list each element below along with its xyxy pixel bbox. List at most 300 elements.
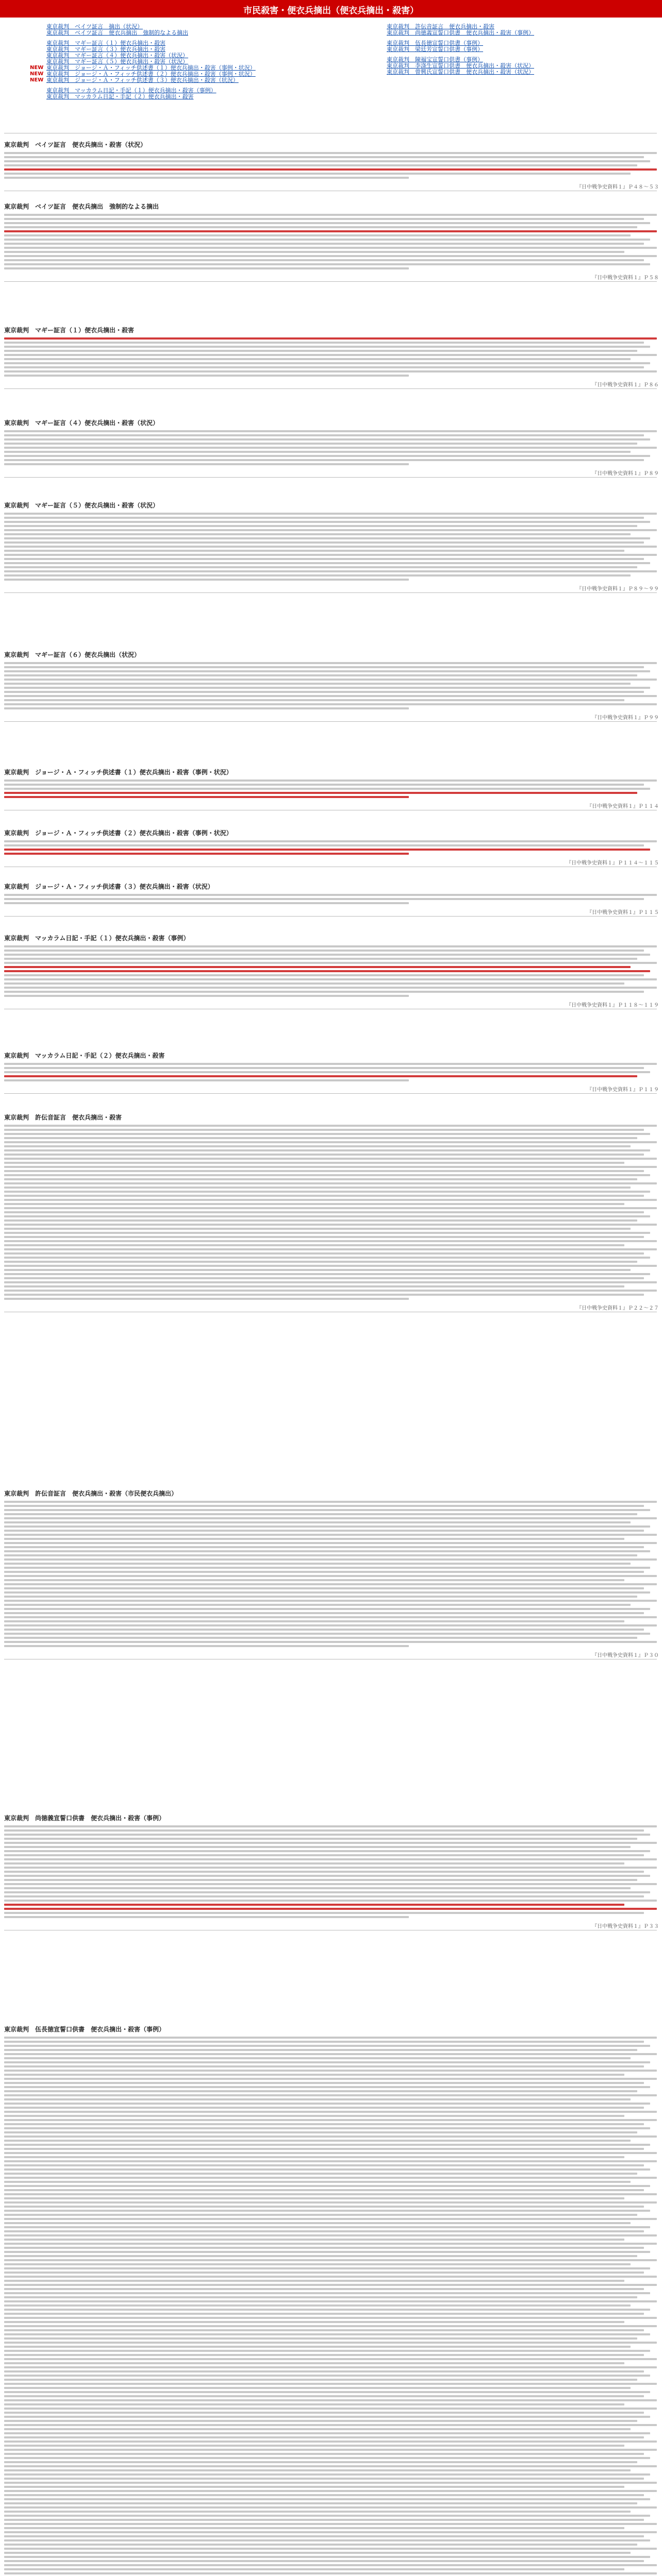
text-line — [4, 1129, 644, 1131]
text-line — [4, 2243, 657, 2245]
text-line — [4, 1612, 644, 1614]
text-line — [4, 2395, 644, 2397]
text-line — [4, 1904, 624, 1906]
section-title: 東京裁判 ジョージ・Ａ・フィッチ供述書（１）便衣兵摘出・殺害（事例・状況） — [4, 769, 233, 776]
text-line — [4, 2432, 650, 2434]
text-line — [4, 2366, 657, 2368]
text-line — [4, 1900, 657, 1902]
text-line — [4, 1858, 657, 1860]
text-line — [4, 950, 644, 952]
source-citation: 『日中戦争史資料１』Ｐ８６ — [592, 382, 659, 388]
text-line — [4, 1228, 631, 1230]
text-line — [4, 2185, 650, 2187]
text-line — [4, 2412, 644, 2414]
toc-link[interactable] — [30, 77, 356, 83]
toc-link[interactable] — [387, 30, 624, 36]
text-line — [4, 853, 409, 855]
text-line — [4, 2445, 624, 2447]
text-line — [4, 703, 657, 705]
text-line — [4, 2457, 650, 2459]
text-line — [4, 699, 624, 701]
text-line — [4, 1624, 657, 1626]
table-of-contents — [30, 23, 624, 130]
toc-link[interactable] — [387, 69, 624, 75]
text-line — [4, 2403, 624, 2405]
text-line — [4, 1269, 631, 1271]
text-line — [4, 2498, 650, 2500]
toc-link-label: 東京裁判 マギー証言（５）便衣兵摘出・殺害（状況） — [46, 58, 188, 65]
text-line — [4, 2053, 657, 2055]
text-line — [4, 687, 650, 689]
text-line — [4, 1158, 657, 1160]
text-line — [4, 2197, 624, 2199]
text-line — [4, 2037, 657, 2039]
text-line — [4, 2535, 644, 2537]
text-line — [4, 1616, 657, 1618]
section-title: 東京裁判 許伝音証言 便衣兵摘出・殺害（市民便衣兵摘出） — [4, 1490, 178, 1497]
section-title: 東京裁判 マギー証言（５）便衣兵摘出・殺害（状況） — [4, 502, 159, 509]
text-line — [4, 1517, 657, 1519]
toc-link-label: 東京裁判 ジョージ・Ａ・フィッチ供述書（１）便衣兵摘出・殺害（事例・状況） — [46, 64, 256, 71]
text-line — [4, 455, 650, 457]
text-line — [4, 337, 657, 340]
section-title: 東京裁判 尚徳義宣誓口供書 便衣兵摘出・殺害（事例） — [4, 1815, 166, 1822]
text-line — [4, 1079, 409, 1081]
text-line — [4, 1162, 624, 1164]
text-line — [4, 2136, 657, 2138]
article-section — [4, 768, 657, 800]
text-line — [4, 546, 657, 548]
text-line — [4, 844, 644, 846]
text-line — [4, 2049, 637, 2051]
text-line — [4, 2313, 644, 2315]
new-badge: NEW — [30, 77, 44, 83]
text-line — [4, 2515, 650, 2517]
text-line — [4, 2193, 657, 2195]
text-line — [4, 2523, 657, 2525]
text-line — [4, 2453, 644, 2455]
text-line — [4, 2115, 624, 2117]
text-line — [4, 1501, 657, 1503]
text-line — [4, 2375, 650, 2377]
text-line — [4, 579, 409, 581]
text-line — [4, 1170, 644, 1172]
text-line — [4, 2247, 644, 2249]
text-line — [4, 2082, 644, 2084]
text-line — [4, 1554, 637, 1556]
text-line — [4, 558, 644, 560]
toc-link-label: 東京裁判 梁廷芳宣誓口供書（事例） — [387, 46, 483, 53]
source-citation: 『日中戦争史資料１』Ｐ１１５ — [587, 910, 659, 916]
text-line — [4, 1232, 650, 1234]
text-line — [4, 1125, 657, 1127]
text-line — [4, 463, 409, 465]
text-line — [4, 788, 650, 790]
text-line — [4, 2428, 631, 2430]
text-line — [4, 2544, 637, 2546]
text-line — [4, 346, 650, 348]
article-section — [4, 501, 657, 583]
text-line — [4, 1071, 650, 1073]
text-line — [4, 2296, 637, 2298]
text-line — [4, 2436, 644, 2438]
text-line — [4, 2173, 637, 2175]
text-line — [4, 1141, 657, 1143]
article-section — [4, 326, 657, 379]
text-line — [4, 2309, 650, 2311]
text-line — [4, 1509, 650, 1511]
text-line — [4, 2222, 631, 2224]
text-line — [4, 1211, 644, 1213]
text-line — [4, 259, 644, 261]
divider — [4, 388, 657, 389]
source-citation: 『日中戦争史資料１』Ｐ９９ — [592, 715, 659, 721]
toc-link-label: 東京裁判 ベイツ証言 便衣兵摘出 強制的なよる摘出 — [46, 29, 188, 36]
text-line — [4, 2424, 657, 2426]
text-line — [4, 247, 657, 249]
text-line — [4, 1637, 637, 1639]
divider — [4, 1093, 657, 1094]
text-line — [4, 2107, 644, 2109]
toc-right-column — [387, 24, 624, 75]
text-line — [4, 2057, 631, 2059]
text-line — [4, 1174, 650, 1176]
text-line — [4, 2181, 631, 2183]
toc-link-label: 東京裁判 マッカラム日記・手記（１）便衣兵摘出・殺害（事例） — [46, 87, 217, 94]
page-title: 市民殺害・便衣兵摘出（便衣兵摘出・殺害） — [243, 6, 419, 16]
toc-link-label: 東京裁判 マッカラム日記・手記（２）便衣兵摘出・殺害 — [46, 93, 194, 100]
text-line — [4, 784, 644, 786]
text-line — [4, 2041, 644, 2043]
text-line — [4, 2234, 657, 2236]
toc-link-label: 東京裁判 ジョージ・Ａ・フィッチ供述書（２）便衣兵摘出・殺害（事例・状況） — [46, 71, 256, 77]
text-line — [4, 1219, 637, 1222]
text-line — [4, 1842, 657, 1844]
text-line — [4, 1285, 624, 1287]
text-line — [4, 2131, 637, 2133]
text-line — [4, 164, 637, 166]
text-line — [4, 1608, 650, 1610]
text-line — [4, 2189, 644, 2191]
toc-link[interactable] — [387, 46, 624, 53]
text-line — [4, 1236, 644, 1238]
text-line — [4, 2531, 657, 2533]
new-badge: NEW — [30, 65, 44, 71]
text-line — [4, 1505, 644, 1507]
article-section — [4, 882, 657, 906]
text-line — [4, 2391, 650, 2393]
text-line — [4, 362, 650, 364]
text-line — [4, 1257, 650, 1259]
text-line — [4, 214, 657, 216]
text-line — [4, 1178, 637, 1180]
text-line — [4, 2210, 650, 2212]
text-line — [4, 2214, 637, 2216]
text-line — [4, 263, 650, 265]
text-line — [4, 2568, 624, 2570]
text-line — [4, 2239, 624, 2241]
text-line — [4, 168, 657, 171]
text-line — [4, 1891, 650, 1893]
text-line — [4, 1591, 650, 1594]
divider — [4, 592, 657, 593]
text-line — [4, 2556, 650, 2558]
text-line — [4, 1273, 650, 1275]
text-line — [4, 2074, 624, 2076]
text-line — [4, 2276, 657, 2278]
text-line — [4, 1575, 657, 1577]
text-line — [4, 2321, 624, 2323]
text-line — [4, 2337, 637, 2340]
text-line — [4, 1558, 657, 1561]
text-line — [4, 243, 644, 245]
text-line — [4, 2177, 657, 2179]
text-line — [4, 849, 650, 851]
text-line — [4, 2127, 650, 2129]
text-line — [4, 354, 657, 356]
text-line — [4, 991, 644, 993]
text-line — [4, 2288, 644, 2290]
section-title: 東京裁判 マッカラム日記・手記（１）便衣兵摘出・殺害（事例） — [4, 935, 190, 942]
text-line — [4, 2420, 637, 2422]
source-citation: 『日中戦争史資料１』Ｐ８９ — [592, 471, 659, 477]
text-line — [4, 894, 657, 896]
text-line — [4, 1191, 650, 1193]
text-line — [4, 2552, 631, 2554]
text-line — [4, 966, 631, 968]
text-line — [4, 670, 650, 672]
text-line — [4, 541, 644, 544]
section-title: 東京裁判 ベイツ証言 便衣兵摘出・殺害（状況） — [4, 141, 147, 148]
text-line — [4, 1550, 650, 1552]
text-line — [4, 2111, 657, 2113]
text-line — [4, 2511, 631, 2513]
text-line — [4, 1908, 657, 1910]
text-line — [4, 533, 631, 535]
text-line — [4, 1534, 657, 1536]
text-line — [4, 662, 657, 664]
text-line — [4, 1137, 637, 1139]
text-line — [4, 2465, 657, 2467]
toc-link[interactable] — [46, 94, 356, 100]
text-line — [4, 1149, 650, 1151]
text-line — [4, 970, 650, 972]
source-citation: 『日中戦争史資料１』Ｐ１１４ — [587, 804, 659, 809]
text-line — [4, 177, 409, 179]
text-line — [4, 2218, 657, 2220]
text-line — [4, 2304, 631, 2307]
text-line — [4, 550, 624, 552]
text-line — [4, 1203, 624, 1205]
text-line — [4, 1629, 644, 1631]
text-line — [4, 987, 657, 989]
text-line — [4, 995, 409, 997]
text-line — [4, 954, 650, 956]
toc-link-label: 東京裁判 マギー証言（３）便衣兵摘出・殺害 — [46, 46, 166, 53]
text-line — [4, 2201, 657, 2204]
text-line — [4, 2486, 624, 2488]
source-citation: 『日中戦争史資料１』Ｐ８９～９９ — [576, 586, 659, 592]
new-badge: NEW — [30, 71, 44, 77]
text-line — [4, 2065, 644, 2067]
source-citation: 『日中戦争史資料１』Ｐ３０ — [592, 1653, 659, 1658]
section-title: 東京裁判 伍長徳宣誓口供書 便衣兵摘出・殺害（事例） — [4, 2026, 166, 2033]
text-line — [4, 2070, 657, 2072]
text-line — [4, 1829, 644, 1832]
text-line — [4, 160, 650, 162]
text-line — [4, 1912, 644, 1914]
text-line — [4, 1846, 631, 1848]
text-line — [4, 978, 657, 980]
source-citation: 『日中戦争史資料１』Ｐ４８～５３ — [576, 184, 659, 190]
article-section — [4, 828, 657, 857]
source-citation: 『日中戦争史資料１』Ｐ１１８～１１９ — [566, 1003, 659, 1008]
text-line — [4, 666, 644, 668]
text-line — [4, 2160, 657, 2162]
toc-link-label: 東京裁判 尚徳義宣誓口供書 便衣兵摘出・殺害（事例） — [387, 29, 534, 36]
text-line — [4, 438, 650, 440]
text-line — [4, 2119, 657, 2121]
toc-link-label: 東京裁判 陳福宝宣誓口供書（事例） — [387, 56, 483, 63]
text-line — [4, 1240, 657, 1242]
toc-link-label: 東京裁判 マギー証言（４）便衣兵摘出・殺害（状況） — [46, 52, 188, 59]
text-line — [4, 2333, 650, 2335]
text-line — [4, 1546, 644, 1548]
text-line — [4, 796, 409, 798]
divider — [4, 916, 657, 917]
text-line — [4, 1187, 631, 1189]
text-line — [4, 1530, 644, 1532]
text-line — [4, 2469, 631, 2471]
article-section — [4, 1489, 657, 1649]
toc-link[interactable] — [46, 30, 356, 36]
text-line — [4, 267, 409, 269]
text-line — [4, 358, 631, 360]
text-line — [4, 707, 409, 709]
text-line — [4, 1604, 631, 1606]
text-line — [4, 1645, 409, 1647]
text-line — [4, 1838, 637, 1840]
text-line — [4, 2560, 644, 2562]
text-line — [4, 2325, 657, 2327]
section-title: 東京裁判 マギー証言（１）便衣兵摘出・殺害 — [4, 327, 135, 334]
text-line — [4, 1583, 657, 1585]
text-line — [4, 451, 631, 453]
text-line — [4, 2292, 650, 2294]
text-line — [4, 2259, 657, 2261]
text-line — [4, 2103, 650, 2105]
text-line — [4, 1166, 657, 1168]
text-line — [4, 2300, 657, 2302]
divider — [4, 281, 657, 282]
text-line — [4, 525, 637, 527]
toc-link-label: 東京裁判 許伝音証言 便衣兵摘出・殺害 — [387, 23, 494, 30]
text-line — [4, 792, 637, 794]
text-line — [4, 2148, 644, 2150]
text-line — [4, 2045, 650, 2047]
text-line — [4, 156, 644, 158]
text-line — [4, 2358, 657, 2360]
text-line — [4, 1215, 650, 1217]
text-line — [4, 529, 657, 531]
toc-left-column — [30, 23, 356, 100]
text-line — [4, 1871, 644, 1873]
text-line — [4, 1879, 637, 1881]
text-line — [4, 2230, 644, 2232]
text-line — [4, 2094, 657, 2096]
text-line — [4, 218, 644, 220]
text-line — [4, 2564, 657, 2566]
text-line — [4, 2370, 644, 2372]
text-line — [4, 2387, 631, 2389]
text-line — [4, 152, 657, 154]
text-line — [4, 1145, 631, 1147]
source-citation: 『日中戦争史資料１』Ｐ５８ — [592, 275, 659, 281]
text-line — [4, 1244, 624, 1246]
text-line — [4, 517, 644, 519]
text-line — [4, 898, 644, 900]
text-line — [4, 1252, 644, 1255]
text-line — [4, 226, 637, 228]
source-citation: 『日中戦争史資料１』Ｐ２２～２７ — [576, 1306, 659, 1311]
text-line — [4, 1916, 409, 1918]
text-line — [4, 1298, 409, 1300]
article-section — [4, 650, 657, 711]
text-line — [4, 2255, 637, 2257]
text-line — [4, 2090, 637, 2092]
text-line — [4, 2078, 657, 2080]
text-line — [4, 1854, 644, 1856]
text-line — [4, 2383, 657, 2385]
text-line — [4, 2272, 644, 2274]
text-line — [4, 1579, 624, 1581]
text-line — [4, 2548, 657, 2550]
text-line — [4, 683, 631, 685]
text-line — [4, 2317, 657, 2319]
text-line — [4, 370, 657, 372]
text-line — [4, 521, 650, 523]
source-citation: 『日中戦争史資料１』Ｐ１１９ — [587, 1087, 659, 1093]
divider — [4, 721, 657, 722]
text-line — [4, 2506, 657, 2509]
text-line — [4, 2152, 657, 2154]
toc-link-label: 東京裁判 ベイツ証言 摘出（状況） — [46, 23, 143, 30]
article-section — [4, 934, 657, 999]
text-line — [4, 2379, 637, 2381]
text-line — [4, 2206, 644, 2208]
text-line — [4, 537, 650, 539]
text-line — [4, 2408, 657, 2410]
text-line — [4, 173, 631, 175]
text-line — [4, 1596, 637, 1598]
text-line — [4, 570, 657, 572]
text-line — [4, 2482, 657, 2484]
text-line — [4, 562, 650, 564]
article-section — [4, 1051, 657, 1083]
section-title: 東京裁判 許伝音証言 便衣兵摘出・殺害 — [4, 1114, 122, 1121]
text-line — [4, 679, 657, 681]
source-citation: 『日中戦争史資料１』Ｐ３３ — [592, 1924, 659, 1929]
text-line — [4, 1563, 631, 1565]
text-line — [4, 350, 637, 352]
article-section — [4, 1814, 657, 1920]
text-line — [4, 375, 409, 377]
text-line — [4, 1867, 657, 1869]
section-title: 東京裁判 ベイツ証言 便衣兵摘出 強制的なよる摘出 — [4, 203, 159, 210]
text-line — [4, 2572, 657, 2574]
divider — [4, 477, 657, 478]
text-line — [4, 1224, 657, 1226]
